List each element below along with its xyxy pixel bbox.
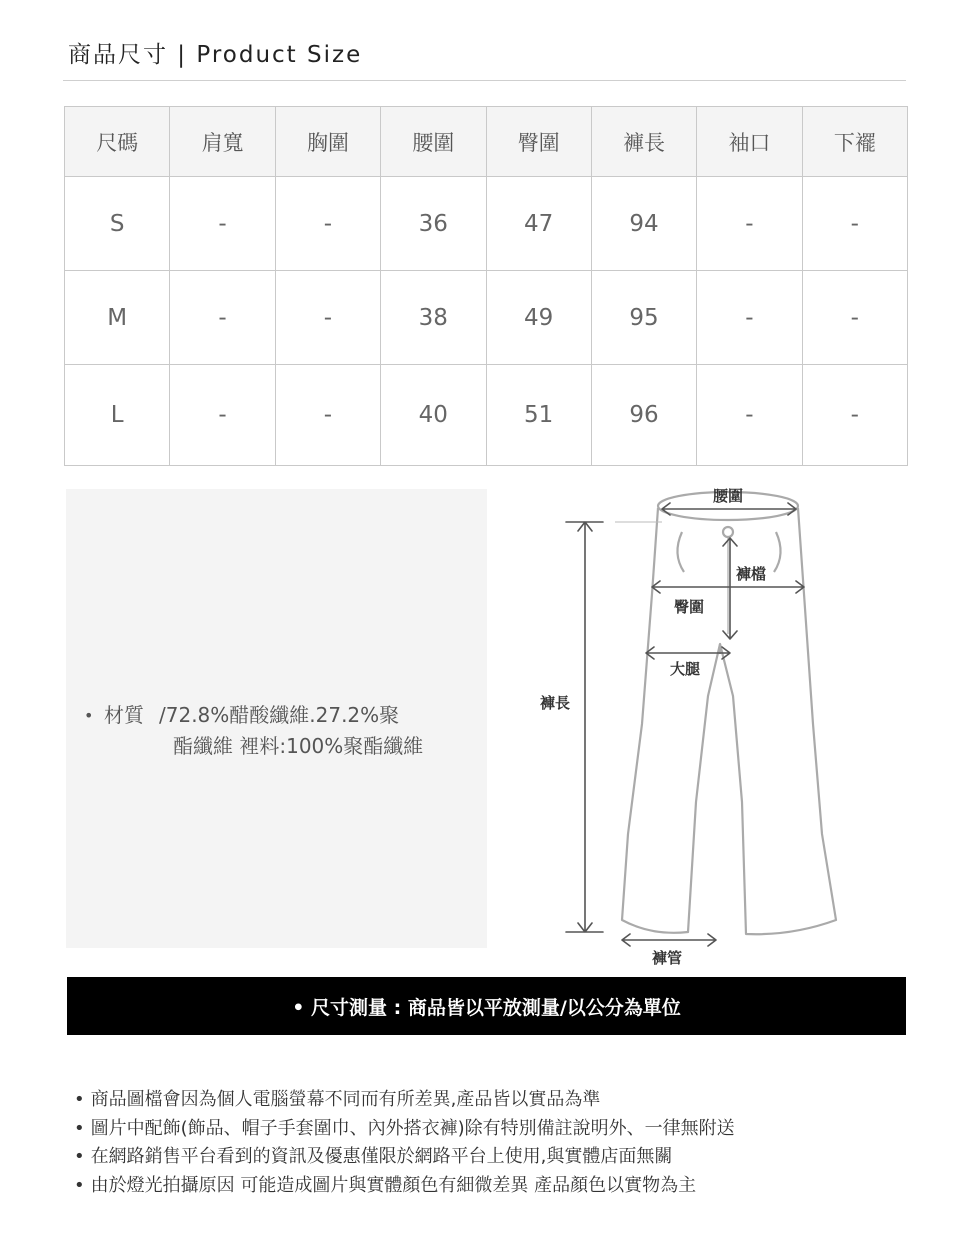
header-hem: 下襬 <box>802 107 907 177</box>
measurement-banner <box>67 977 906 1035</box>
hem-arrow <box>622 934 716 946</box>
header-shoulder: 肩寬 <box>170 107 275 177</box>
table-cell: M <box>65 271 170 365</box>
table-cell: 49 <box>486 271 591 365</box>
table-cell: - <box>802 271 907 365</box>
length-label: 褲長 <box>540 694 571 712</box>
header-hip: 臀圍 <box>486 107 591 177</box>
waist-label: 腰圍 <box>712 487 744 505</box>
pants-measurement-diagram <box>530 484 850 974</box>
table-cell: S <box>65 177 170 271</box>
rise-arrow <box>723 538 737 639</box>
table-cell: 51 <box>486 365 591 466</box>
table-cell: - <box>802 365 907 466</box>
table-cell: - <box>697 271 802 365</box>
table-header-row <box>65 107 908 177</box>
banner-text: • 尺寸測量 : 商品皆以平放測量/以公分為單位 <box>292 996 681 1019</box>
list-item: • 商品圖檔會因為個人電腦螢幕不同而有所差異,產品皆以實品為準 <box>74 1086 735 1115</box>
table-cell: - <box>802 177 907 271</box>
notes-list <box>74 1086 735 1200</box>
header-waist: 腰圍 <box>381 107 486 177</box>
header-length: 褲長 <box>591 107 696 177</box>
table-cell: 96 <box>591 365 696 466</box>
title-divider <box>63 80 906 81</box>
left-pocket <box>677 532 684 572</box>
table-row <box>65 365 908 466</box>
page-title: 商品尺寸 | Product Size <box>68 42 363 68</box>
table-cell: 95 <box>591 271 696 365</box>
list-item: • 在網路銷售平台看到的資訊及優惠僅限於網路平台上使用,與實體店面無關 <box>74 1143 735 1172</box>
table-row <box>65 271 908 365</box>
material-label: 材質 <box>104 703 144 727</box>
list-item: • 圖片中配飾(飾品、帽子手套圍巾、內外搭衣褲)除有特別備註說明外、一律無附送 <box>74 1115 735 1144</box>
thigh-label: 大腿 <box>670 660 701 678</box>
bullet: • <box>84 706 94 725</box>
material-text-line2: 酯纖維 裡料:100%聚酯纖維 <box>173 734 424 758</box>
table-cell: - <box>275 365 380 466</box>
table-cell: 94 <box>591 177 696 271</box>
pants-outline <box>622 508 836 934</box>
table-cell: - <box>170 177 275 271</box>
table-cell: - <box>170 365 275 466</box>
table-cell: - <box>170 271 275 365</box>
button-icon <box>723 527 733 537</box>
table-cell: 38 <box>381 271 486 365</box>
size-table <box>64 106 908 466</box>
table-cell: 47 <box>486 177 591 271</box>
table-cell: - <box>697 365 802 466</box>
hip-label: 臀圍 <box>674 598 705 616</box>
material-text-line1: /72.8%醋酸纖維.27.2%聚 <box>159 703 400 727</box>
header-size: 尺碼 <box>65 107 170 177</box>
table-cell: 36 <box>381 177 486 271</box>
table-cell: - <box>275 271 380 365</box>
table-cell: - <box>697 177 802 271</box>
length-arrow <box>566 522 603 932</box>
rise-label: 褲檔 <box>736 565 767 583</box>
right-pocket <box>774 532 781 572</box>
table-cell: 40 <box>381 365 486 466</box>
table-cell: L <box>65 365 170 466</box>
header-chest: 胸圍 <box>275 107 380 177</box>
table-row <box>65 177 908 271</box>
hem-label: 褲管 <box>652 949 683 967</box>
list-item: • 由於燈光拍攝原因 可能造成圖片與實體顏色有細微差異 產品顏色以實物為主 <box>74 1172 735 1201</box>
table-cell: - <box>275 177 380 271</box>
header-cuff: 袖口 <box>697 107 802 177</box>
